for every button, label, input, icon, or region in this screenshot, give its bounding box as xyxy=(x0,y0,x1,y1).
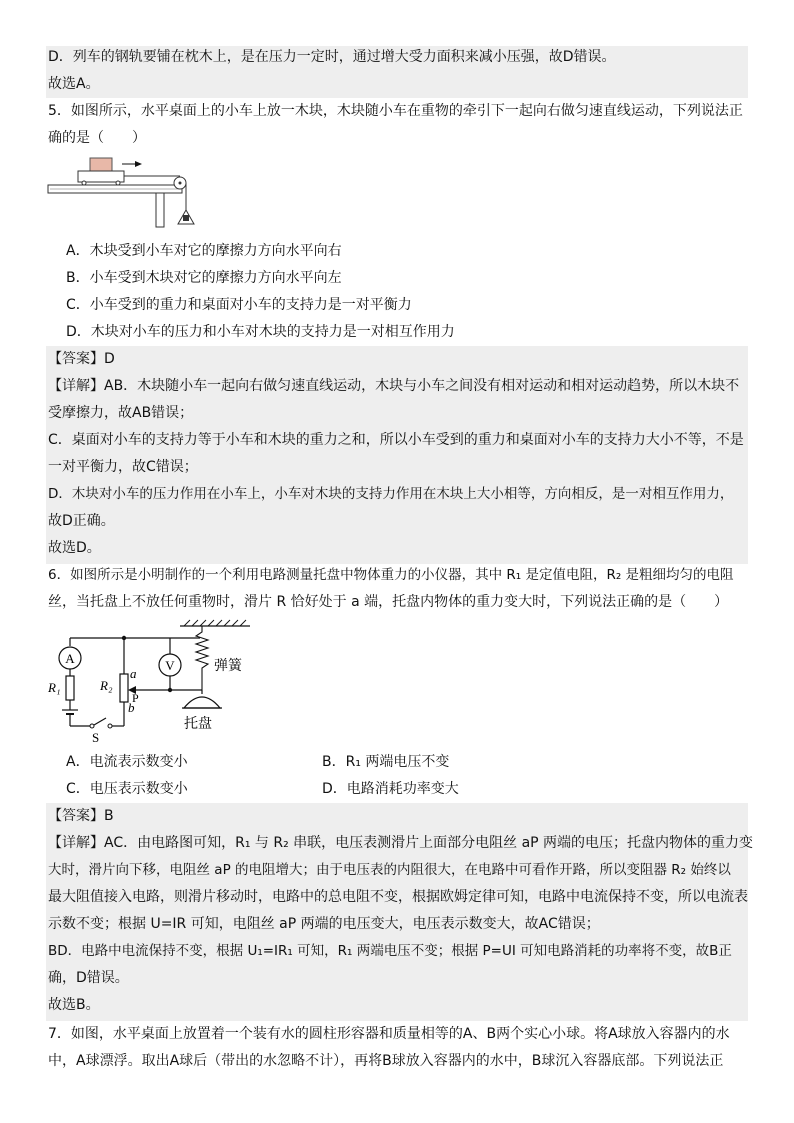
question-7-stem-1: 7．如图，水平桌面上放置着一个装有水的圆柱形容器和质量相等的A、B两个实心小球。将A球放入容器内的水 xyxy=(48,1026,730,1042)
q5-detail-6: 故D正确。 xyxy=(48,513,115,529)
q5-detail-5: D．木块对小车的压力作用在小车上，小车对木块的支持力作用在木块上大小相等，方向相反，是一对相互作用力， xyxy=(48,486,734,502)
q6-answer: 【答案】B xyxy=(48,808,114,824)
q6-detail-7: 故选B。 xyxy=(48,997,100,1013)
question-5-stem-1: 5．如图所示，水平桌面上的小车上放一木块，木块随小车在重物的牵引下一起向右做匀速直线运动，下列说法正 xyxy=(48,103,743,119)
q6-option-b[interactable]: B．R₁ 两端电压不变 xyxy=(322,754,450,770)
q5-detail-7: 故选D。 xyxy=(48,540,101,556)
q6-detail-4: 示数不变；根据 U=IR 可知，电阻丝 aP 两端的电压变大，电压表示数变大，故AC错误； xyxy=(48,916,600,932)
r1-label: R₁ xyxy=(48,680,61,695)
resistor-r2 xyxy=(120,674,128,702)
junction-slider xyxy=(168,688,172,692)
table-leg xyxy=(156,193,164,227)
q5-answer: 【答案】D xyxy=(48,351,115,367)
cart-wheel-right xyxy=(116,181,120,185)
q5-option-b[interactable]: B．小车受到木块对它的摩擦力方向水平向左 xyxy=(66,270,342,286)
q5-detail-3: C．桌面对小车的支持力等于小车和木块的重力之和，所以小车受到的重力和桌面对小车的支持力大小不等，不是 xyxy=(48,432,744,448)
prev-explanation-d: D．列车的钢轨要铺在枕木上，是在压力一定时，通过增大受力面积来减小压强，故D错误。 xyxy=(48,49,616,65)
question-6-stem-2: 丝，当托盘上不放任何重物时，滑片 R 恰好处于 a 端，托盘内物体的重力变大时，下列说法正确的是（ ） xyxy=(48,594,729,610)
cart-wheel-left xyxy=(82,181,86,185)
question-5-stem-2: 确的是（ ） xyxy=(48,130,146,146)
arrow-head xyxy=(135,161,142,167)
ammeter-label: A xyxy=(65,651,75,666)
ceiling-hatch xyxy=(184,620,246,626)
circuit-figure xyxy=(44,618,284,746)
switch-blade xyxy=(94,718,106,725)
tray xyxy=(184,697,220,708)
question-6-stem-1: 6．如图所示是小明制作的一个利用电路测量托盘中物体重力的小仪器，其中 R₁ 是定值电阻，R₂ 是粗细均匀的电阻 xyxy=(48,567,734,583)
pulley-center xyxy=(179,182,182,185)
q5-option-c[interactable]: C．小车受到的重力和桌面对小车的支持力是一对平衡力 xyxy=(66,297,412,313)
q5-detail-2: 受摩擦力，故AB错误； xyxy=(48,405,194,421)
q5-detail-4: 一对平衡力，故C错误； xyxy=(48,459,198,475)
r2-b-label: b xyxy=(128,700,135,715)
spring xyxy=(196,626,208,690)
voltmeter-label: V xyxy=(165,658,175,673)
q6-detail-6: 确，D错误。 xyxy=(48,970,129,986)
resistor-r1 xyxy=(66,676,74,700)
q6-detail-5: BD．电路中电流保持不变，根据 U₁=IR₁ 可知，R₁ 两端电压不变；根据 P=UI 可知电路消耗的功率将不变，故B正 xyxy=(48,943,732,959)
question-7-stem-2: 中，A球漂浮。取出A球后（带出的水忽略不计），再将B球放入容器内的水中，B球沉入容器底部。下列说法正 xyxy=(48,1053,724,1069)
cart-pulley-figure xyxy=(46,152,206,232)
r2-label: R₂ xyxy=(100,678,113,693)
q5-option-a[interactable]: A．木块受到小车对它的摩擦力方向水平向右 xyxy=(66,243,342,259)
tray-label: 托盘 xyxy=(184,716,212,732)
switch-pivot xyxy=(90,724,94,728)
weight-mark xyxy=(183,215,189,221)
q5-detail-1: 【详解】AB．木块随小车一起向右做匀速直线运动，木块与小车之间没有相对运动和相对运动趋势，所以木块不 xyxy=(48,378,740,394)
q6-option-d[interactable]: D．电路消耗功率变大 xyxy=(322,781,459,797)
q6-option-a[interactable]: A．电流表示数变小 xyxy=(66,754,188,770)
q6-detail-2: 大时，滑片向下移，电阻丝 aP 的电阻增大；由于电压表的内阻很大，在电路中可看作开路，所以变阻器 R₂ 始终以 xyxy=(48,862,731,878)
q6-detail-3: 最大阻值接入电路，则滑片移动时，电路中的总电阻不变，根据欧姆定律可知，电路中电流保持不变，所以电流表 xyxy=(48,889,748,905)
cart xyxy=(78,171,124,182)
prev-choice-result: 故选A。 xyxy=(48,76,100,92)
wood-block xyxy=(90,158,112,171)
q5-option-d[interactable]: D．木块对小车的压力和小车对木块的支持力是一对相互作用力 xyxy=(66,324,455,340)
slider-p-label: P xyxy=(132,691,139,705)
switch-contact xyxy=(108,724,112,728)
switch-label: S xyxy=(92,730,100,745)
q6-detail-1: 【详解】AC．由电路图可知，R₁ 与 R₂ 串联，电压表测滑片上面部分电阻丝 aP 两端的电压；托盘内物体的重力变 xyxy=(48,835,754,851)
spring-label: 弹簧 xyxy=(214,658,242,674)
q6-option-c[interactable]: C．电压表示数变小 xyxy=(66,781,188,797)
r2-a-label: a xyxy=(130,666,137,681)
